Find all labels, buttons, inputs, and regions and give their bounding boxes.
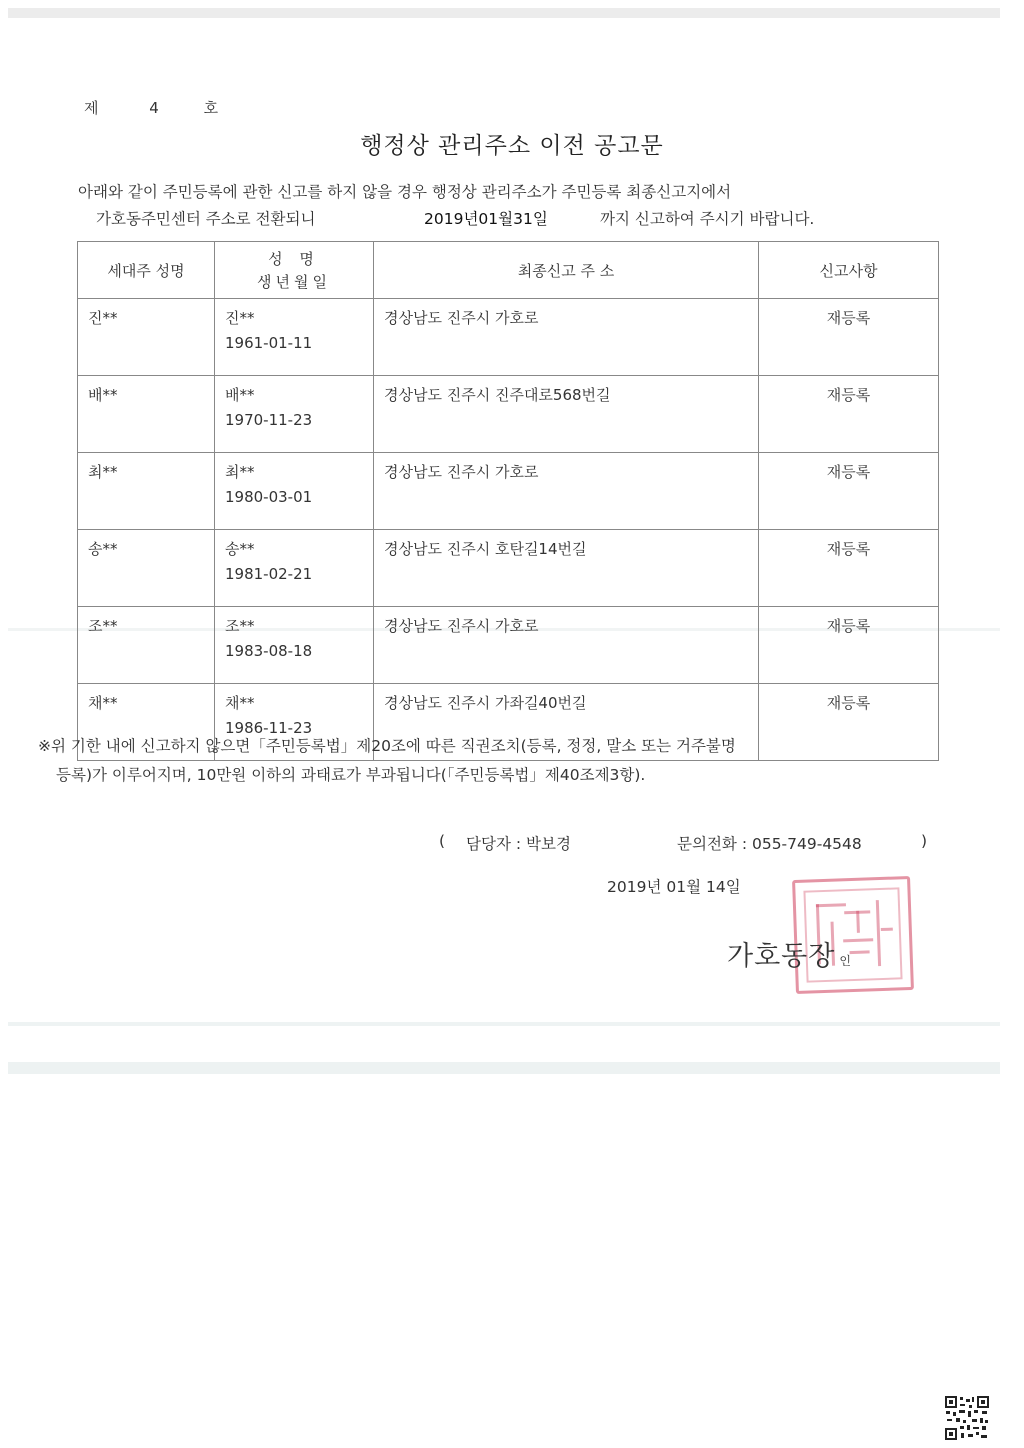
col-householder: 세대주 성명: [78, 242, 215, 299]
notice-table: [77, 241, 939, 761]
deadline-date: 2019년01월31일: [424, 210, 548, 228]
cell-address: 경상남도 진주시 가호로: [374, 299, 759, 376]
scan-artifact-band: [8, 1062, 1000, 1074]
cell-status: 재등록: [759, 299, 939, 376]
signer: [727, 934, 852, 973]
doc-number-prefix: 제: [84, 99, 99, 117]
cell-name-birth: [215, 530, 374, 607]
cell-name: 진**: [225, 309, 255, 327]
cell-birth: 1961-01-11: [225, 334, 313, 352]
cell-name: 조**: [225, 617, 255, 635]
cell-status: 재등록: [759, 376, 939, 453]
seal-mark: 인: [839, 954, 852, 968]
cell-birth: 1981-02-21: [225, 565, 313, 583]
signer-title: 가호동장: [727, 941, 836, 972]
cell-name: 송**: [225, 540, 255, 558]
cell-status: 재등록: [759, 607, 939, 684]
doc-number-value: 4: [149, 99, 159, 117]
cell-householder: 배**: [78, 376, 215, 453]
cell-householder: 채**: [78, 684, 215, 761]
col-birth: 생년월일: [257, 273, 331, 291]
notice-line-2: 등록)가 이루어지며, 10만원 이하의 과태료가 부과됩니다(「주민등록법」제40조제3항).: [56, 766, 646, 784]
contact-person: 담당자 : 박보경: [466, 835, 571, 853]
cell-name-birth: [215, 376, 374, 453]
intro-line-2-prefix: 가호동주민센터 주소로 전환되니: [96, 210, 316, 228]
cell-address: 경상남도 진주시 가호로: [374, 607, 759, 684]
cell-status: 재등록: [759, 453, 939, 530]
table-row: [78, 530, 939, 607]
contact-close-paren: ): [921, 832, 928, 850]
cell-address: 경상남도 진주시 호탄길14번길: [374, 530, 759, 607]
page-title: 행정상 관리주소 이전 공고문: [360, 133, 664, 159]
cell-name: 최**: [225, 463, 255, 481]
cell-name: 채**: [225, 694, 255, 712]
col-name: 성 명: [268, 250, 320, 268]
scan-edge-top: [8, 8, 1000, 18]
cell-householder: 송**: [78, 530, 215, 607]
cell-birth: 1986-11-23: [225, 719, 313, 737]
intro-line-1: 아래와 같이 주민등록에 관한 신고를 하지 않을 경우 행정상 관리주소가 주민등록 최종신고지에서: [78, 183, 732, 201]
table-row: [78, 376, 939, 453]
table-row: [78, 607, 939, 684]
cell-status: 재등록: [759, 684, 939, 761]
cell-name-birth: [215, 453, 374, 530]
cell-householder: 최**: [78, 453, 215, 530]
cell-birth: 1970-11-23: [225, 411, 313, 429]
table-row: [78, 453, 939, 530]
intro-line-2-suffix: 까지 신고하여 주시기 바랍니다.: [600, 210, 815, 228]
cell-birth: 1980-03-01: [225, 488, 313, 506]
contact-phone: 문의전화 : 055-749-4548: [677, 835, 862, 853]
issue-date: 2019년 01월 14일: [607, 878, 741, 896]
cell-status: 재등록: [759, 530, 939, 607]
cell-name-birth: [215, 299, 374, 376]
cell-name-birth: [215, 607, 374, 684]
cell-householder: 진**: [78, 299, 215, 376]
scan-artifact-line: [8, 1022, 1000, 1026]
document-number: [84, 97, 218, 118]
doc-number-suffix: 호: [203, 99, 219, 117]
col-report: 신고사항: [759, 242, 939, 299]
cell-householder: 조**: [78, 607, 215, 684]
cell-name: 배**: [225, 386, 255, 404]
cell-address: 경상남도 진주시 진주대로568번길: [374, 376, 759, 453]
cell-address: 경상남도 진주시 가좌길40번길: [374, 684, 759, 761]
contact-open-paren: (: [439, 832, 446, 850]
qr-code-icon: [944, 1395, 990, 1441]
col-name-birth: [215, 242, 374, 299]
table-row: [78, 299, 939, 376]
notice-line-1: ※위 기한 내에 신고하지 않으면「주민등록법」제20조에 따른 직권조치(등록, 정정, 말소 또는 거주불명: [38, 737, 736, 755]
cell-birth: 1983-08-18: [225, 642, 313, 660]
intro-line-2: [96, 207, 976, 229]
col-address: 최종신고 주 소: [374, 242, 759, 299]
cell-address: 경상남도 진주시 가호로: [374, 453, 759, 530]
table-header-row: [78, 242, 939, 299]
